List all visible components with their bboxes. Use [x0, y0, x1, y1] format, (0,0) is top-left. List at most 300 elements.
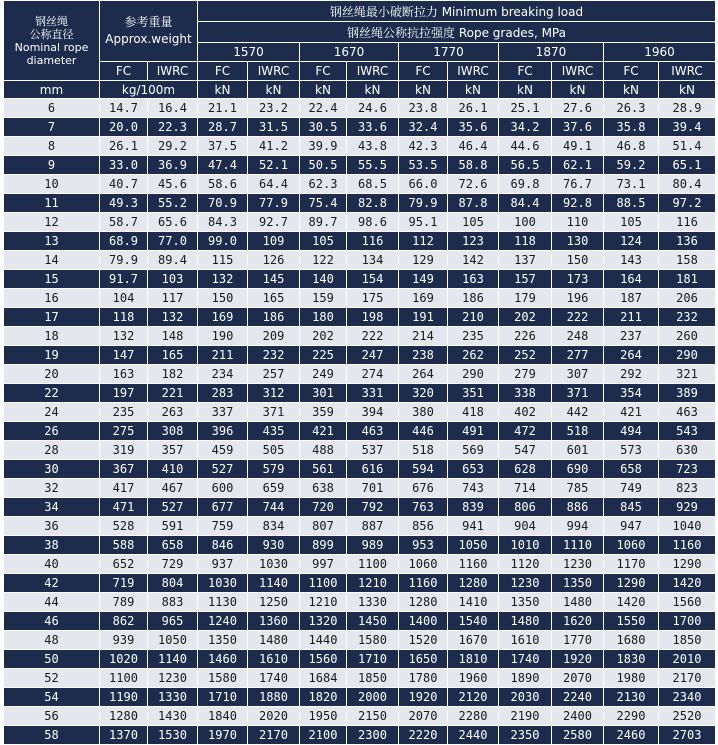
value-cell: 1740	[248, 669, 300, 688]
value-cell: 143	[604, 251, 659, 270]
weight-iwrc-header: IWRC	[148, 62, 198, 81]
value-cell: 856	[399, 517, 448, 536]
value-cell: 1140	[248, 574, 300, 593]
value-cell: 197	[100, 384, 148, 403]
table-row	[4, 346, 716, 365]
value-cell: 1130	[198, 593, 248, 612]
diameter-cell: 22	[4, 384, 100, 403]
value-cell: 64.4	[248, 175, 300, 194]
value-cell: 1620	[552, 612, 604, 631]
value-cell: 237	[604, 327, 659, 346]
value-cell: 886	[552, 498, 604, 517]
value-cell: 41.2	[248, 137, 300, 156]
value-cell: 263	[148, 403, 198, 422]
value-cell: 124	[604, 232, 659, 251]
value-cell: 1290	[659, 555, 716, 574]
value-cell: 140	[300, 270, 347, 289]
diameter-cell: 28	[4, 441, 100, 460]
unit-kn: kN	[198, 81, 248, 99]
value-cell: 112	[399, 232, 448, 251]
value-cell: 1420	[604, 593, 659, 612]
value-cell: 616	[347, 460, 399, 479]
value-cell: 53.5	[399, 156, 448, 175]
value-cell: 1160	[659, 536, 716, 555]
unit-kn: kN	[399, 81, 448, 99]
value-cell: 418	[448, 403, 499, 422]
value-cell: 308	[148, 422, 198, 441]
value-cell: 1060	[399, 555, 448, 574]
value-cell: 2130	[604, 688, 659, 707]
value-cell: 994	[552, 517, 604, 536]
value-cell: 292	[604, 365, 659, 384]
value-cell: 31.5	[248, 118, 300, 137]
value-cell: 1560	[659, 593, 716, 612]
value-cell: 1960	[448, 669, 499, 688]
value-cell: 435	[248, 422, 300, 441]
value-cell: 1290	[604, 574, 659, 593]
value-cell: 569	[448, 441, 499, 460]
unit-kn: kN	[347, 81, 399, 99]
value-cell: 234	[198, 365, 248, 384]
value-cell: 33.0	[100, 156, 148, 175]
grade-1570-iwrc-header: IWRC	[248, 62, 300, 81]
value-cell: 1740	[499, 650, 552, 669]
value-cell: 354	[604, 384, 659, 403]
value-cell: 491	[448, 422, 499, 441]
value-cell: 573	[604, 441, 659, 460]
value-cell: 191	[399, 308, 448, 327]
value-cell: 1440	[300, 631, 347, 650]
value-cell: 62.1	[552, 156, 604, 175]
diameter-cell: 7	[4, 118, 100, 137]
value-cell: 39.9	[300, 137, 347, 156]
value-cell: 367	[100, 460, 148, 479]
value-cell: 21.1	[198, 99, 248, 118]
value-cell: 701	[347, 479, 399, 498]
value-cell: 1050	[448, 536, 499, 555]
value-cell: 2240	[552, 688, 604, 707]
value-cell: 331	[347, 384, 399, 403]
value-cell: 1480	[248, 631, 300, 650]
value-cell: 103	[148, 270, 198, 289]
value-cell: 527	[148, 498, 198, 517]
value-cell: 33.6	[347, 118, 399, 137]
value-cell: 953	[399, 536, 448, 555]
value-cell: 115	[198, 251, 248, 270]
value-cell: 904	[499, 517, 552, 536]
value-cell: 118	[499, 232, 552, 251]
value-cell: 22.3	[148, 118, 198, 137]
value-cell: 845	[604, 498, 659, 517]
value-cell: 807	[300, 517, 347, 536]
value-cell: 1950	[300, 707, 347, 726]
table-row	[4, 517, 716, 536]
value-cell: 196	[552, 289, 604, 308]
value-cell: 142	[448, 251, 499, 270]
value-cell: 88.5	[604, 194, 659, 213]
table-row	[4, 194, 716, 213]
value-cell: 26.1	[100, 137, 148, 156]
value-cell: 1040	[659, 517, 716, 536]
value-cell: 488	[300, 441, 347, 460]
value-cell: 1770	[552, 631, 604, 650]
grade-1960-fc-header: FC	[604, 62, 659, 81]
unit-kn: kN	[552, 81, 604, 99]
value-cell: 1060	[604, 536, 659, 555]
weight-fc-header: FC	[100, 62, 148, 81]
value-cell: 116	[347, 232, 399, 251]
value-cell: 37.6	[552, 118, 604, 137]
table-row	[4, 574, 716, 593]
value-cell: 561	[300, 460, 347, 479]
diameter-cell: 30	[4, 460, 100, 479]
value-cell: 2120	[448, 688, 499, 707]
value-cell: 690	[552, 460, 604, 479]
value-cell: 36.9	[148, 156, 198, 175]
value-cell: 394	[347, 403, 399, 422]
value-cell: 210	[448, 308, 499, 327]
value-cell: 989	[347, 536, 399, 555]
value-cell: 307	[552, 365, 604, 384]
table-row	[4, 726, 716, 745]
value-cell: 89.7	[300, 213, 347, 232]
value-cell: 150	[552, 251, 604, 270]
value-cell: 92.7	[248, 213, 300, 232]
value-cell: 35.6	[448, 118, 499, 137]
table-row	[4, 156, 716, 175]
value-cell: 2703	[659, 726, 716, 745]
value-cell: 186	[248, 308, 300, 327]
value-cell: 2340	[659, 688, 716, 707]
value-cell: 1030	[198, 574, 248, 593]
value-cell: 1670	[448, 631, 499, 650]
table-row	[4, 669, 716, 688]
value-cell: 301	[300, 384, 347, 403]
value-cell: 1810	[448, 650, 499, 669]
value-cell: 2100	[300, 726, 347, 745]
value-cell: 32.4	[399, 118, 448, 137]
value-cell: 235	[448, 327, 499, 346]
diameter-header-zh-2: 公称直径	[29, 27, 74, 41]
value-cell: 1610	[248, 650, 300, 669]
value-cell: 105	[448, 213, 499, 232]
value-cell: 84.4	[499, 194, 552, 213]
value-cell: 59.2	[604, 156, 659, 175]
grade-1770: 1770	[399, 43, 499, 62]
value-cell: 46.4	[448, 137, 499, 156]
value-cell: 123	[448, 232, 499, 251]
value-cell: 52.1	[248, 156, 300, 175]
value-cell: 839	[448, 498, 499, 517]
value-cell: 442	[552, 403, 604, 422]
value-cell: 198	[347, 308, 399, 327]
value-cell: 1820	[300, 688, 347, 707]
value-cell: 158	[659, 251, 716, 270]
value-cell: 182	[148, 365, 198, 384]
value-cell: 260	[659, 327, 716, 346]
value-cell: 1170	[604, 555, 659, 574]
diameter-cell: 26	[4, 422, 100, 441]
value-cell: 72.6	[448, 175, 499, 194]
table-row	[4, 498, 716, 517]
value-cell: 396	[198, 422, 248, 441]
table-row	[4, 99, 716, 118]
value-cell: 2440	[448, 726, 499, 745]
value-cell: 1400	[399, 612, 448, 631]
value-cell: 148	[148, 327, 198, 346]
value-cell: 887	[347, 517, 399, 536]
rope-table-container	[3, 0, 715, 745]
value-cell: 929	[659, 498, 716, 517]
diameter-cell: 58	[4, 726, 100, 745]
value-cell: 80.4	[659, 175, 716, 194]
value-cell: 165	[248, 289, 300, 308]
value-cell: 1280	[100, 707, 148, 726]
value-cell: 95.1	[399, 213, 448, 232]
value-cell: 214	[399, 327, 448, 346]
value-cell: 630	[659, 441, 716, 460]
value-cell: 463	[659, 403, 716, 422]
value-cell: 1680	[604, 631, 659, 650]
value-cell: 175	[347, 289, 399, 308]
value-cell: 591	[148, 517, 198, 536]
value-cell: 68.9	[100, 232, 148, 251]
value-cell: 1210	[347, 574, 399, 593]
value-cell: 359	[300, 403, 347, 422]
value-cell: 98.6	[347, 213, 399, 232]
table-row	[4, 422, 716, 441]
value-cell: 116	[659, 213, 716, 232]
table-row	[4, 441, 716, 460]
diameter-cell: 13	[4, 232, 100, 251]
value-cell: 1410	[448, 593, 499, 612]
value-cell: 44.6	[499, 137, 552, 156]
value-cell: 594	[399, 460, 448, 479]
value-cell: 320	[399, 384, 448, 403]
value-cell: 2280	[448, 707, 499, 726]
value-cell: 222	[347, 327, 399, 346]
value-cell: 79.9	[100, 251, 148, 270]
value-cell: 100	[499, 213, 552, 232]
value-cell: 1120	[499, 555, 552, 574]
value-cell: 137	[499, 251, 552, 270]
value-cell: 173	[552, 270, 604, 289]
value-cell: 163	[448, 270, 499, 289]
value-cell: 134	[347, 251, 399, 270]
value-cell: 104	[100, 289, 148, 308]
value-cell: 1530	[148, 726, 198, 745]
value-cell: 179	[499, 289, 552, 308]
value-cell: 23.8	[399, 99, 448, 118]
value-cell: 84.3	[198, 213, 248, 232]
value-cell: 1100	[100, 669, 148, 688]
value-cell: 744	[248, 498, 300, 517]
mbl-header: 钢丝绳最小破断拉力 Minimum breaking load	[198, 1, 716, 22]
value-cell: 56.5	[499, 156, 552, 175]
value-cell: 1850	[347, 669, 399, 688]
value-cell: 846	[198, 536, 248, 555]
table-header	[4, 1, 716, 99]
value-cell: 283	[198, 384, 248, 403]
value-cell: 785	[552, 479, 604, 498]
value-cell: 209	[248, 327, 300, 346]
value-cell: 34.2	[499, 118, 552, 137]
value-cell: 117	[148, 289, 198, 308]
value-cell: 2030	[499, 688, 552, 707]
value-cell: 14.7	[100, 99, 148, 118]
table-row	[4, 232, 716, 251]
value-cell: 1110	[552, 536, 604, 555]
value-cell: 164	[604, 270, 659, 289]
value-cell: 2170	[248, 726, 300, 745]
value-cell: 446	[399, 422, 448, 441]
value-cell: 82.8	[347, 194, 399, 213]
value-cell: 1430	[148, 707, 198, 726]
table-row	[4, 327, 716, 346]
value-cell: 965	[148, 612, 198, 631]
value-cell: 39.4	[659, 118, 716, 137]
value-cell: 20.0	[100, 118, 148, 137]
value-cell: 275	[100, 422, 148, 441]
value-cell: 1780	[399, 669, 448, 688]
value-cell: 26.1	[448, 99, 499, 118]
value-cell: 1684	[300, 669, 347, 688]
value-cell: 628	[499, 460, 552, 479]
value-cell: 169	[198, 308, 248, 327]
value-cell: 1030	[248, 555, 300, 574]
grade-1670-iwrc-header: IWRC	[347, 62, 399, 81]
value-cell: 1880	[248, 688, 300, 707]
value-cell: 2460	[604, 726, 659, 745]
value-cell: 27.6	[552, 99, 604, 118]
diameter-cell: 36	[4, 517, 100, 536]
value-cell: 1210	[300, 593, 347, 612]
value-cell: 25.1	[499, 99, 552, 118]
value-cell: 389	[659, 384, 716, 403]
value-cell: 58.7	[100, 213, 148, 232]
diameter-cell: 15	[4, 270, 100, 289]
value-cell: 262	[448, 346, 499, 365]
value-cell: 163	[100, 365, 148, 384]
value-cell: 883	[148, 593, 198, 612]
value-cell: 417	[100, 479, 148, 498]
value-cell: 1700	[659, 612, 716, 631]
value-cell: 472	[499, 422, 552, 441]
diameter-cell: 42	[4, 574, 100, 593]
value-cell: 1240	[198, 612, 248, 631]
table-row	[4, 536, 716, 555]
value-cell: 467	[148, 479, 198, 498]
value-cell: 73.1	[604, 175, 659, 194]
table-row	[4, 479, 716, 498]
value-cell: 2070	[552, 669, 604, 688]
grade-1870: 1870	[499, 43, 604, 62]
value-cell: 862	[100, 612, 148, 631]
grade-1570-fc-header: FC	[198, 62, 248, 81]
value-cell: 47.4	[198, 156, 248, 175]
diameter-cell: 19	[4, 346, 100, 365]
value-cell: 659	[248, 479, 300, 498]
value-cell: 459	[198, 441, 248, 460]
weight-header	[100, 1, 198, 62]
value-cell: 99.0	[198, 232, 248, 251]
diameter-cell: 20	[4, 365, 100, 384]
value-cell: 834	[248, 517, 300, 536]
value-cell: 723	[659, 460, 716, 479]
value-cell: 410	[148, 460, 198, 479]
value-cell: 600	[198, 479, 248, 498]
value-cell: 2520	[659, 707, 716, 726]
value-cell: 202	[499, 308, 552, 327]
value-cell: 527	[198, 460, 248, 479]
value-cell: 150	[198, 289, 248, 308]
value-cell: 806	[499, 498, 552, 517]
value-cell: 235	[100, 403, 148, 422]
value-cell: 1280	[448, 574, 499, 593]
value-cell: 1830	[604, 650, 659, 669]
table-row	[4, 460, 716, 479]
value-cell: 749	[604, 479, 659, 498]
value-cell: 1560	[300, 650, 347, 669]
table-row	[4, 289, 716, 308]
value-cell: 169	[399, 289, 448, 308]
value-cell: 129	[399, 251, 448, 270]
unit-kn: kN	[300, 81, 347, 99]
value-cell: 264	[399, 365, 448, 384]
value-cell: 29.2	[148, 137, 198, 156]
unit-kn: kN	[604, 81, 659, 99]
value-cell: 789	[100, 593, 148, 612]
value-cell: 1460	[198, 650, 248, 669]
value-cell: 89.4	[148, 251, 198, 270]
value-cell: 899	[300, 536, 347, 555]
value-cell: 290	[448, 365, 499, 384]
value-cell: 202	[300, 327, 347, 346]
value-cell: 211	[198, 346, 248, 365]
value-cell: 91.7	[100, 270, 148, 289]
value-cell: 87.8	[448, 194, 499, 213]
diameter-cell: 54	[4, 688, 100, 707]
value-cell: 1230	[148, 669, 198, 688]
value-cell: 719	[100, 574, 148, 593]
value-cell: 211	[604, 308, 659, 327]
value-cell: 997	[300, 555, 347, 574]
value-cell: 222	[552, 308, 604, 327]
value-cell: 528	[100, 517, 148, 536]
weight-header-zh: 参考重量	[124, 15, 173, 29]
value-cell: 357	[148, 441, 198, 460]
value-cell: 2010	[659, 650, 716, 669]
grade-1770-iwrc-header: IWRC	[448, 62, 499, 81]
value-cell: 1010	[499, 536, 552, 555]
value-cell: 518	[552, 422, 604, 441]
value-cell: 159	[300, 289, 347, 308]
value-cell: 118	[100, 308, 148, 327]
table-row	[4, 707, 716, 726]
value-cell: 321	[659, 365, 716, 384]
value-cell: 277	[552, 346, 604, 365]
value-cell: 154	[347, 270, 399, 289]
value-cell: 2350	[499, 726, 552, 745]
value-cell: 421	[300, 422, 347, 441]
diameter-cell: 10	[4, 175, 100, 194]
value-cell: 1020	[100, 650, 148, 669]
value-cell: 1420	[659, 574, 716, 593]
value-cell: 1710	[198, 688, 248, 707]
value-cell: 77.0	[148, 232, 198, 251]
table-row	[4, 365, 716, 384]
value-cell: 588	[100, 536, 148, 555]
